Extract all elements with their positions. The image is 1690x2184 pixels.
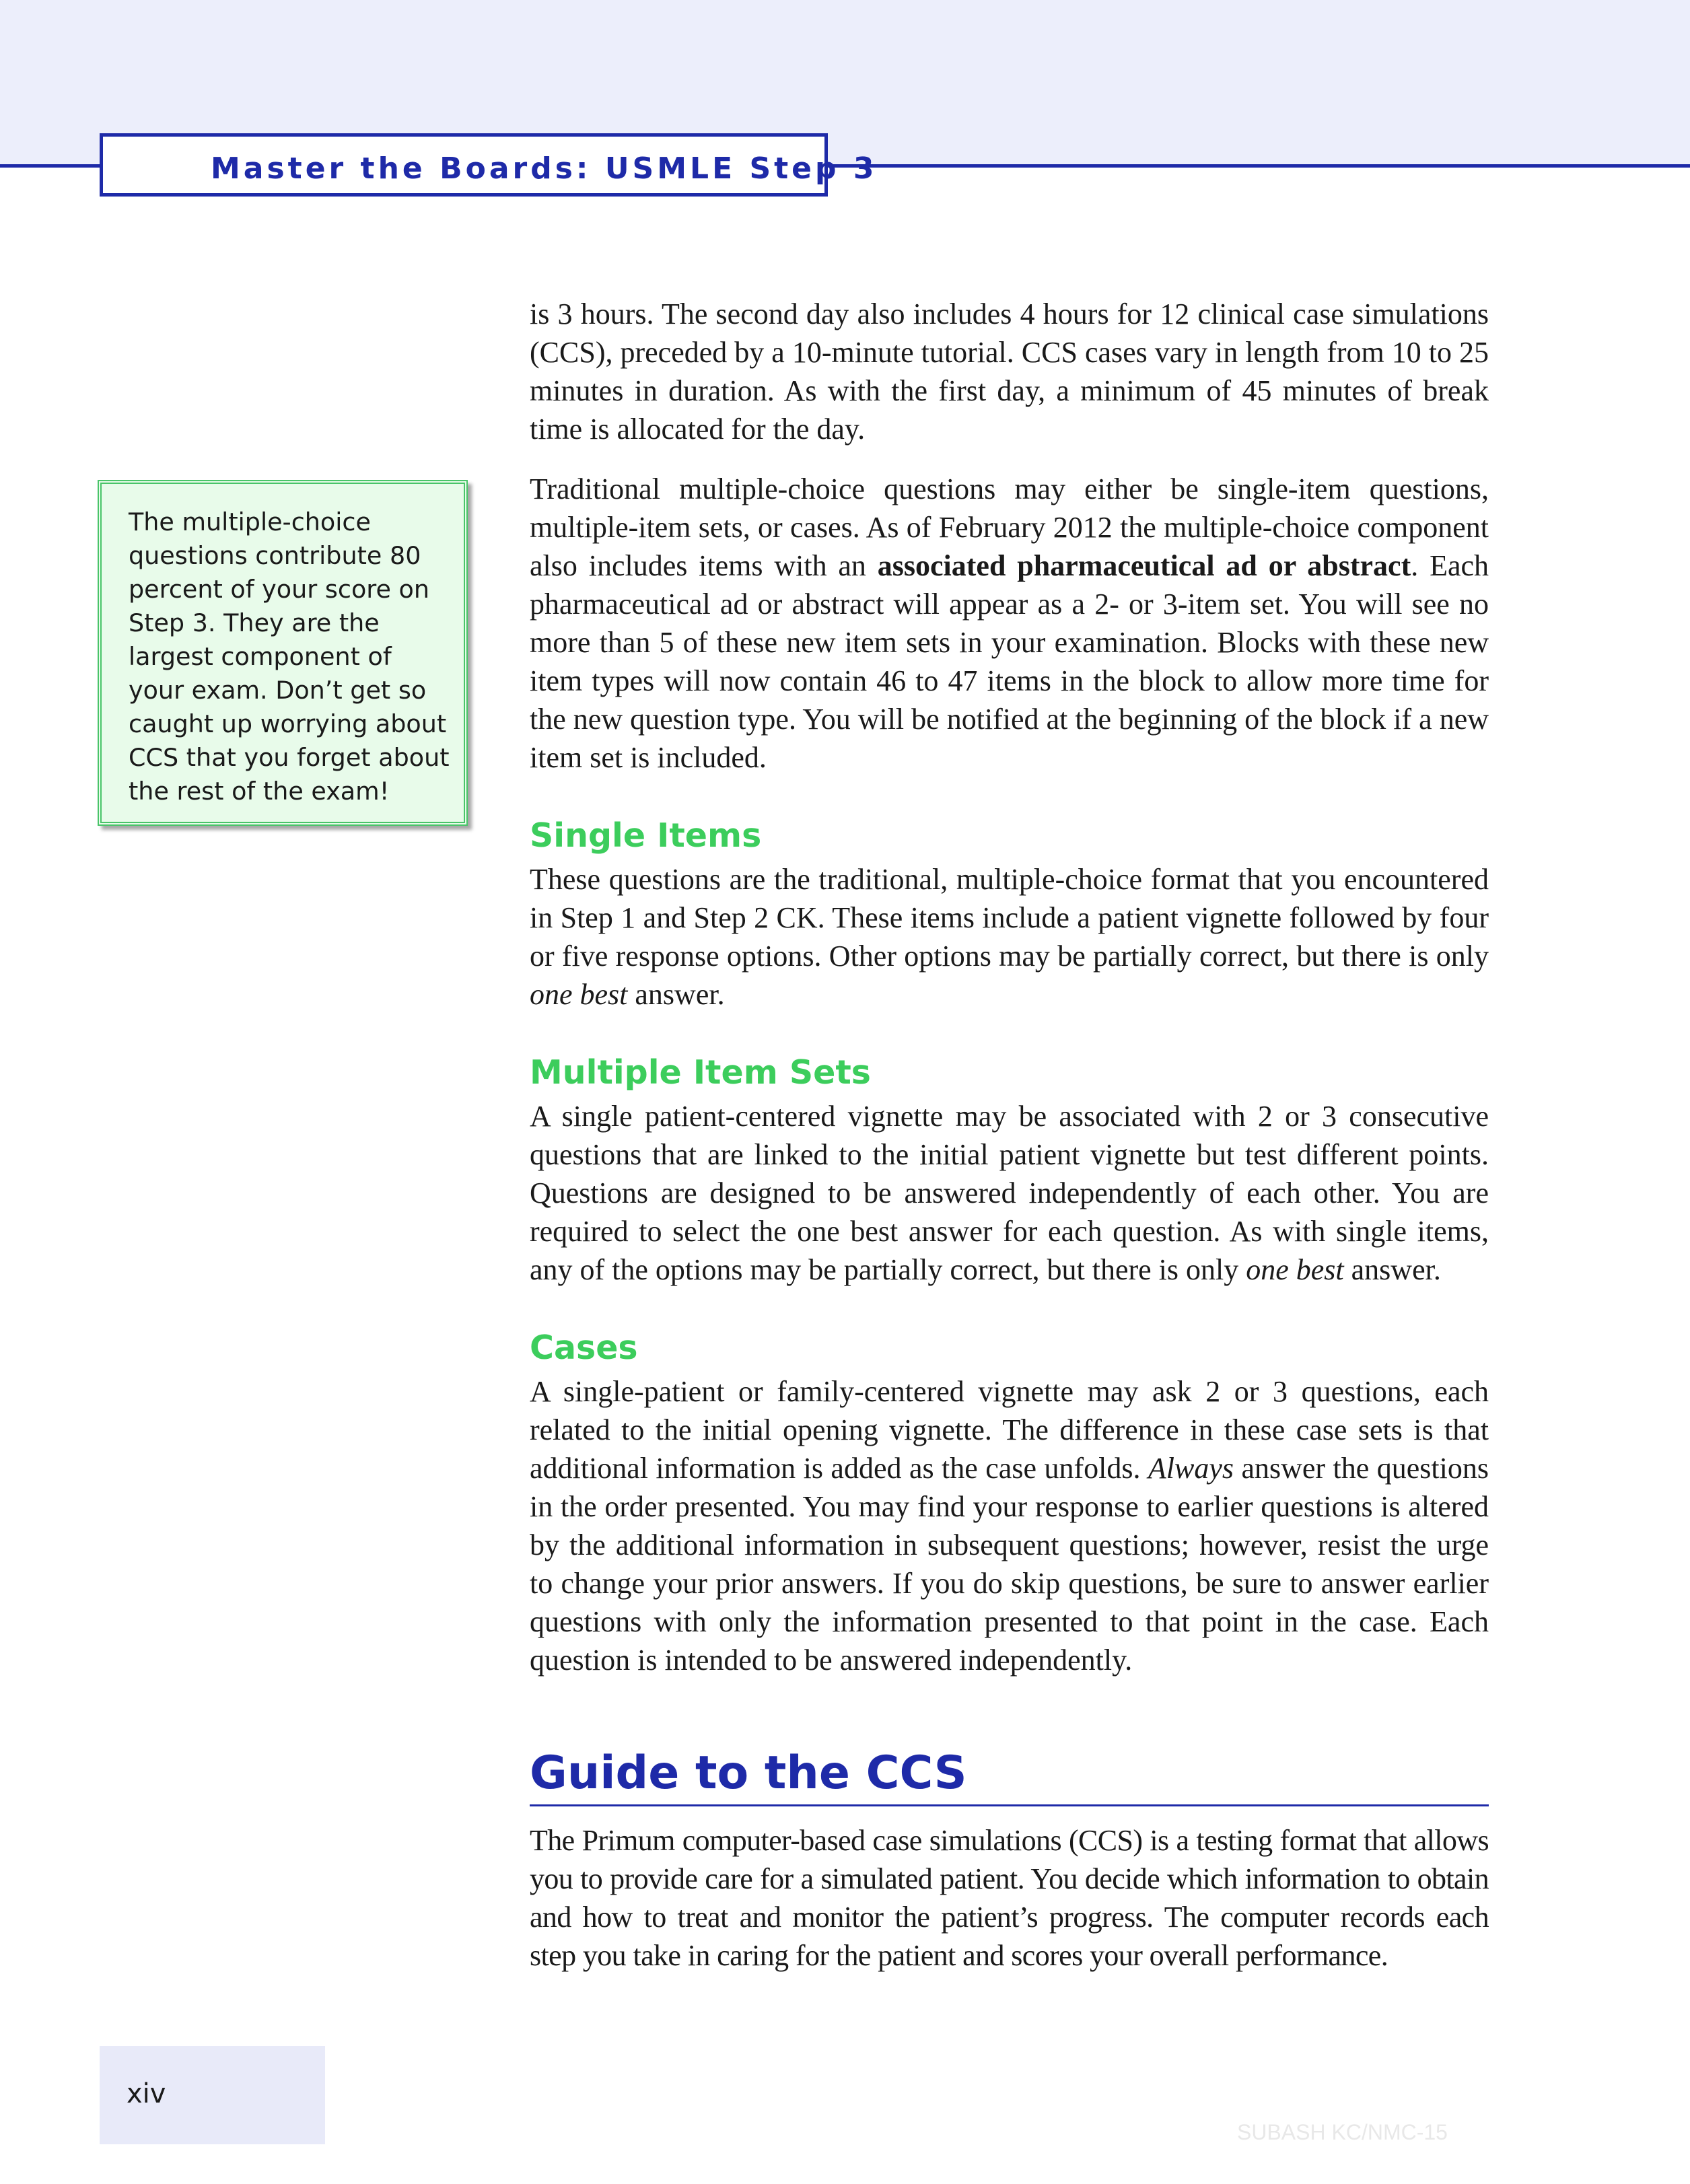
book-title: Master the Boards: USMLE Step 3 <box>211 151 878 186</box>
running-header <box>100 133 878 197</box>
section-heading-cases: Cases <box>530 1329 638 1367</box>
sidebar-tip-box <box>98 480 468 826</box>
cases-paragraph: A single-patient or family-centered vignette may ask 2 or 3 questions, each related to the initial opening vignette. The difference in these case sets is that additional information is added as the case unfolds. Always answer the questions in the order presented. You may find your response to earlier questions is altered by the additional information in subsequent questions; however, resist the urge to change your prior answers. If you do skip questions, be sure to answer earlier questions with only the information presented to that point in the case. Each question is intended to be answered independently. <box>530 1375 1489 1677</box>
footer-page-tab <box>100 2046 325 2144</box>
sidebar-tip-text: The multiple-choice questions contribute 80 percent of your score on Step 3. They are the largest component of your exam. Don’t get so caught up worrying about CCS that you forget about the rest of the exam! <box>129 507 450 806</box>
section-heading-guide-ccs: Guide to the CCS <box>530 1747 1489 1806</box>
multiple-item-sets-paragraph: A single patient-centered vignette may be associated with 2 or 3 consecutive questions that are linked to the initial patient vignette but test different points. Questions are designed to be answered independently of each other. You are required to select the one best answer for each question. As with single items, any of the options may be partially correct, but there is only one best answer. <box>530 1100 1489 1286</box>
intro-paragraph-1: is 3 hours. The second day also includes 4 hours for 12 clinical case simulations (CCS), preceded by a 10-minute tutorial. CCS cases vary in length from 10 to 25 minutes in duration. As with the first day, a minimum of 45 minutes of break time is allocated for the day. <box>530 297 1489 446</box>
watermark: SUBASH KC/NMC-15 <box>1237 2120 1448 2144</box>
section-heading-single-items: Single Items <box>530 816 762 855</box>
page-number: xiv <box>127 2078 166 2109</box>
intro-paragraph-2: Traditional multiple-choice questions may either be single-item questions, multiple-item sets, or cases. As of February 2012 the multiple-choice component also includes items with an associated pharmaceutical ad or abstract. Each pharmaceutical ad or abstract will appear as a 2- or 3-item set. You will see no more than 5 of these new item sets in your examination. Blocks with these new item types will now contain 46 to 47 items in the block to allow more time for the new question type. You will be notified at the beginning of the block if a new item set is included. <box>530 472 1489 774</box>
emphasis-bold: associated pharmaceutical ad or abstract <box>877 549 1411 582</box>
guide-ccs-paragraph: The Primum computer-based case simulations (CCS) is a testing format that allows you to provide care for a simulated patient. You decide which information to obtain and how to treat and monitor the patient’s progress. The computer records each step you take in caring for the patient and scores your overall performance. <box>530 1824 1489 1972</box>
main-content <box>530 295 1489 1975</box>
single-items-paragraph: These questions are the traditional, multiple-choice format that you encountered in Step 1 and Step 2 CK. These items include a patient vignette followed by four or five response options. Other options may be partially correct, but there is only one best answer. <box>530 863 1489 1011</box>
section-heading-multiple-item-sets: Multiple Item Sets <box>530 1053 871 1092</box>
